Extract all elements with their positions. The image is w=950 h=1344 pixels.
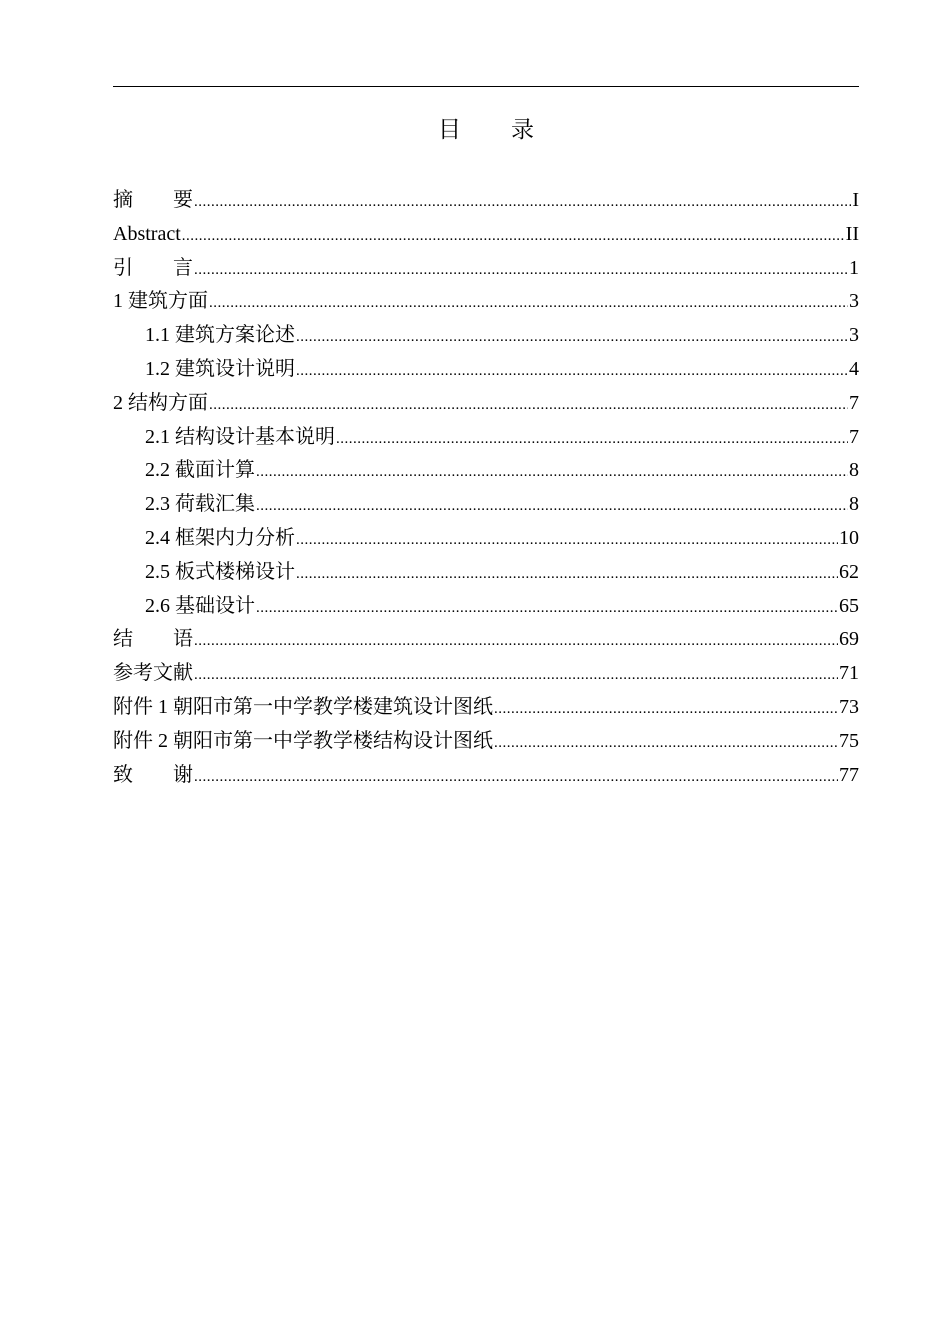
toc-entry-label: 2.3 荷载汇集 — [145, 493, 255, 516]
toc-entry-page: 73 — [839, 695, 859, 718]
toc-entry-page: 4 — [849, 357, 859, 380]
toc-entry-page: 65 — [839, 594, 859, 617]
toc-entry-label: Abstract — [113, 222, 181, 245]
toc-entry-label: 2 结构方面 — [113, 391, 208, 414]
toc-entry-page: 69 — [839, 628, 859, 651]
toc-entry-section-2-6[interactable] — [113, 590, 859, 624]
toc-leader-dots — [194, 761, 838, 793]
toc-leader-dots — [296, 524, 838, 556]
toc-leader-dots — [296, 321, 848, 353]
toc-leader-dots — [256, 490, 848, 522]
toc-entry-section-2-1[interactable] — [113, 421, 859, 455]
toc-entry-label: 2.2 截面计算 — [145, 459, 255, 482]
toc-entry-conclusion[interactable] — [113, 623, 859, 657]
toc-entry-page: 3 — [849, 290, 859, 313]
toc-title-char-1: 目 — [438, 117, 461, 143]
toc-entry-abstract-en[interactable] — [113, 218, 859, 252]
toc-entry-page: 3 — [849, 324, 859, 347]
toc-entry-label: 附件 1 朝阳市第一中学教学楼建筑设计图纸 — [113, 695, 493, 718]
toc-entry-chapter-1[interactable] — [113, 285, 859, 319]
toc-leader-dots — [209, 287, 848, 319]
toc-list — [113, 184, 859, 792]
toc-entry-label: 引 言 — [113, 256, 193, 279]
toc-entry-section-1-1[interactable] — [113, 319, 859, 353]
header-rule — [113, 86, 859, 87]
toc-entry-page: I — [852, 189, 859, 211]
toc-entry-page: II — [845, 222, 859, 245]
toc-leader-dots — [209, 389, 848, 421]
toc-entry-appendix-1[interactable] — [113, 691, 859, 725]
toc-title — [113, 112, 859, 148]
toc-leader-dots — [194, 659, 838, 691]
toc-entry-label: 参考文献 — [113, 662, 193, 685]
toc-leader-dots — [494, 693, 838, 725]
toc-leader-dots — [296, 355, 848, 387]
toc-entry-chapter-2[interactable] — [113, 387, 859, 421]
toc-entry-section-2-4[interactable] — [113, 522, 859, 556]
toc-entry-page: 1 — [849, 256, 859, 279]
toc-entry-section-1-2[interactable] — [113, 353, 859, 387]
toc-leader-dots — [256, 456, 848, 488]
toc-entry-page: 77 — [839, 763, 859, 786]
toc-entry-page: 8 — [849, 493, 859, 516]
toc-entry-introduction[interactable] — [113, 252, 859, 286]
toc-entry-page: 7 — [849, 391, 859, 414]
toc-entry-label: 2.4 框架内力分析 — [145, 526, 295, 549]
toc-leader-dots — [182, 220, 845, 252]
toc-entry-appendix-2[interactable] — [113, 725, 859, 759]
toc-entry-label: 2.5 板式楼梯设计 — [145, 560, 295, 583]
toc-leader-dots — [194, 186, 851, 218]
toc-leader-dots — [194, 625, 838, 657]
toc-entry-label: 摘 要 — [113, 189, 193, 211]
toc-entry-abstract-cn[interactable] — [113, 184, 859, 218]
toc-entry-section-2-5[interactable] — [113, 556, 859, 590]
toc-entry-label: 1.2 建筑设计说明 — [145, 357, 295, 380]
toc-entry-page: 7 — [849, 425, 859, 448]
toc-leader-dots — [194, 254, 848, 286]
toc-entry-label: 结 语 — [113, 628, 193, 651]
toc-title-char-2: 录 — [511, 117, 534, 143]
toc-entry-label: 1.1 建筑方案论述 — [145, 324, 295, 347]
toc-entry-page: 62 — [839, 560, 859, 583]
toc-entry-page: 71 — [839, 662, 859, 685]
toc-entry-label: 2.1 结构设计基本说明 — [145, 425, 335, 448]
toc-entry-label: 附件 2 朝阳市第一中学教学楼结构设计图纸 — [113, 729, 493, 752]
toc-entry-page: 8 — [849, 459, 859, 482]
toc-entry-references[interactable] — [113, 657, 859, 691]
toc-entry-page: 10 — [839, 526, 859, 549]
toc-entry-section-2-2[interactable] — [113, 454, 859, 488]
toc-entry-label: 2.6 基础设计 — [145, 594, 255, 617]
toc-entry-acknowledgements[interactable] — [113, 759, 859, 793]
toc-entry-page: 75 — [839, 729, 859, 752]
toc-entry-label: 致 谢 — [113, 763, 193, 786]
toc-entry-label: 1 建筑方面 — [113, 290, 208, 313]
toc-leader-dots — [336, 423, 848, 455]
toc-entry-section-2-3[interactable] — [113, 488, 859, 522]
toc-leader-dots — [296, 558, 838, 590]
toc-leader-dots — [256, 592, 838, 624]
toc-leader-dots — [494, 727, 838, 759]
